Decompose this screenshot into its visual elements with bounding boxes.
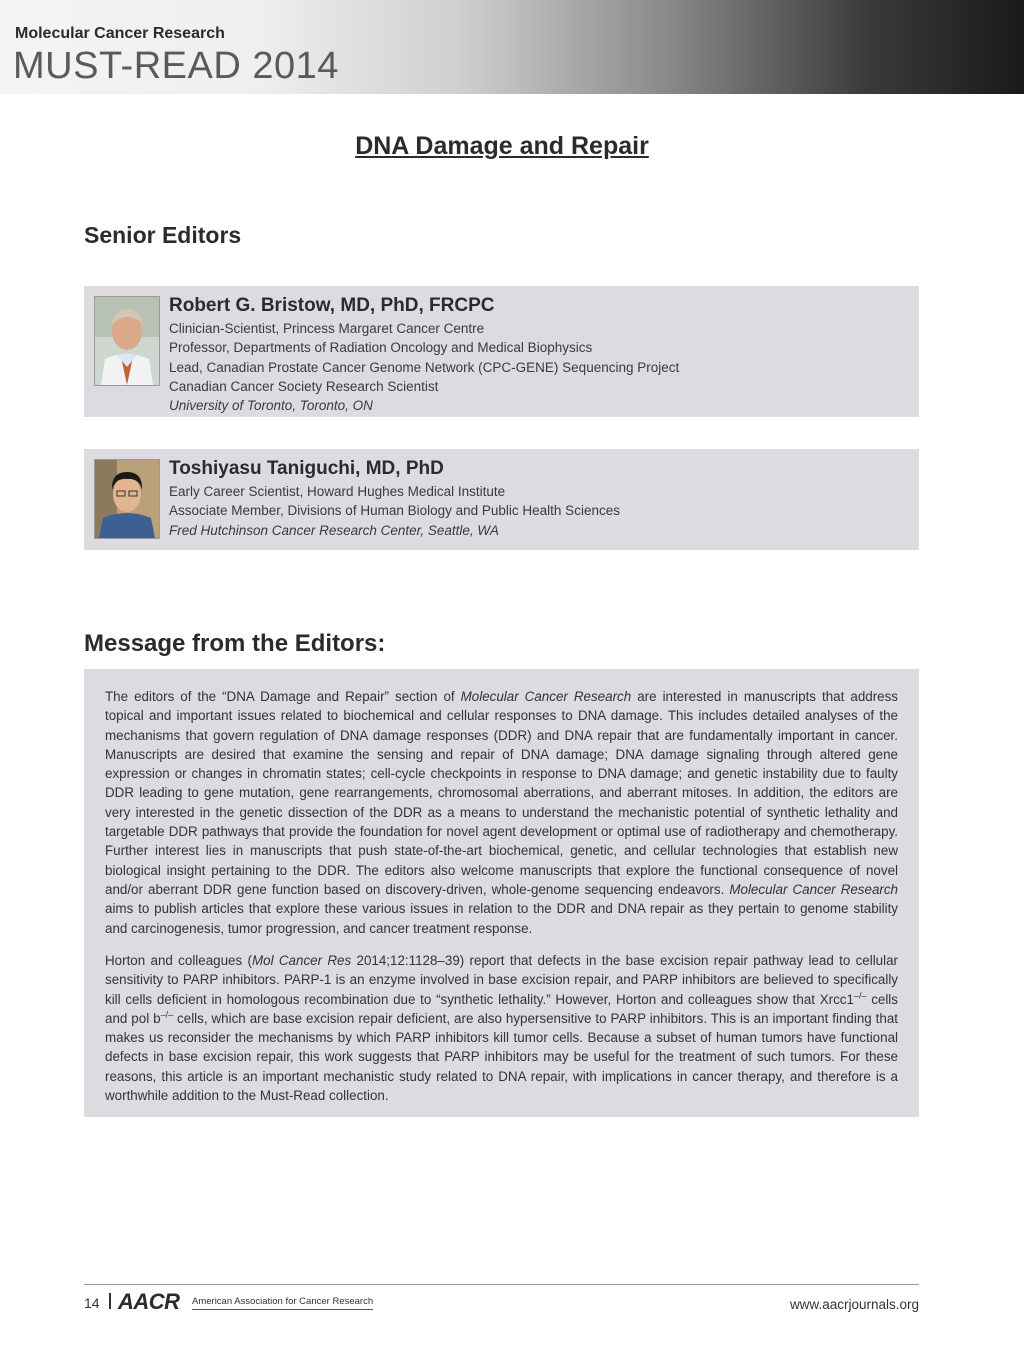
message-box (84, 669, 919, 1117)
editor-title-line: Professor, Departments of Radiation Oncology and Medical Biophysics (169, 340, 593, 356)
editor-title-line: Lead, Canadian Prostate Cancer Genome Network (CPC-GENE) Sequencing Project (169, 359, 680, 375)
message-paragraph: The editors of the “DNA Damage and Repair” section of Molecular Cancer Research are interested in manuscripts that address topical and important issues related to biochemical and cellular responses to DNA damage. This includes detailed analyses of the mechanisms that govern regulation of DNA damage responses (DDR) and DNA repair that are fundamentally important in cancer. Manuscripts are desired that examine the sensing and repair of DNA damage; DNA damage signaling through altered gene expression or changes in chromatin states; cell-cycle checkpoints in response to DNA damage; and genetic instability due to faulty DDR leading to gene mutation, gene rearrangements, chromosomal aberrations, and aberrant mitoses. In addition, the editors are very interested in the genetic dissection of the DDR as a means to understand the mechanistic potential of synthetic lethality and targetable DDR pathways that provide the foundation for novel agent development or optimal use of radiotherapy and chemotherapy. Further interest lies in manuscripts that push state-of-the-art biochemical, genetic, and cellular technologies that establish new biological insight pertaining to the DDR. The editors also welcome manuscripts that explore the functional consequence of novel and/or aberrant DDR gene function based on discovery-driven, whole-genome sequencing endeavors. Molecular Cancer Research aims to publish articles that explore these various issues in relation to the DDR and DNA repair as they pertain to genome stability and carcinogenesis, tumor progression, and cancer treatment response. (105, 689, 899, 936)
message-heading: Message from the Editors: (84, 630, 386, 657)
org-name: American Association for Cancer Research (192, 1296, 373, 1310)
editor-name: Robert G. Bristow, MD, PhD, FRCPC (169, 295, 495, 316)
page-title: DNA Damage and Repair (355, 132, 649, 160)
senior-editors-heading: Senior Editors (84, 222, 242, 248)
editor-title-line: Clinician-Scientist, Princess Margaret Cancer Centre (169, 321, 485, 336)
series-title: MUST-READ 2014 (13, 45, 339, 87)
editor-photo (94, 296, 160, 386)
editor-name: Toshiyasu Taniguchi, MD, PhD (169, 458, 444, 479)
editor-card (84, 286, 919, 417)
editor-title-line: Early Career Scientist, Howard Hughes Medical Institute (169, 484, 506, 499)
editor-affiliation: Fred Hutchinson Cancer Research Center, Seattle, WA (169, 522, 499, 538)
website-link[interactable]: www.aacrjournals.org (789, 1297, 919, 1312)
aacr-logo: AACR (118, 1289, 180, 1314)
header-banner (0, 0, 1024, 94)
footer-rule (84, 1284, 919, 1285)
editor-card (84, 449, 919, 550)
separator-icon (108, 1293, 112, 1309)
editor-title-line: Canadian Cancer Society Research Scientist (169, 378, 439, 394)
editor-affiliation: University of Toronto, Toronto, ON (169, 398, 373, 414)
journal-name: Molecular Cancer Research (15, 25, 225, 42)
page-number: 14 (84, 1295, 100, 1311)
message-paragraph: Horton and colleagues (Mol Cancer Res 2014;12:1128–39) report that defects in the base excision repair pathway lead to cellular sensitivity to PARP inhibitors. PARP-1 is an enzyme involved in base excision repair, and PARP inhibitors are believed to specifically kill cells deficient in homologous recombination due to “synthetic lethality.” However, Horton and colleagues show that Xrcc1–/– cells and pol b–/– cells, which are base excision repair deficient, are also hypersensitive to PARP inhibitors. This is an important finding that makes us reconsider the mechanisms by which PARP inhibitors kill tumor cells. Because a subset of human tumors have functional defects in base excision repair, this work suggests that PARP inhibitors may be useful for the treatment of such tumors. For these reasons, this article is an important mechanistic study related to DNA repair, with implications in cancer therapy, and therefore is a worthwhile addition to the Must-Read collection. (105, 953, 899, 1104)
editor-photo (94, 459, 160, 539)
editor-title-line: Associate Member, Divisions of Human Biology and Public Health Sciences (169, 503, 620, 519)
